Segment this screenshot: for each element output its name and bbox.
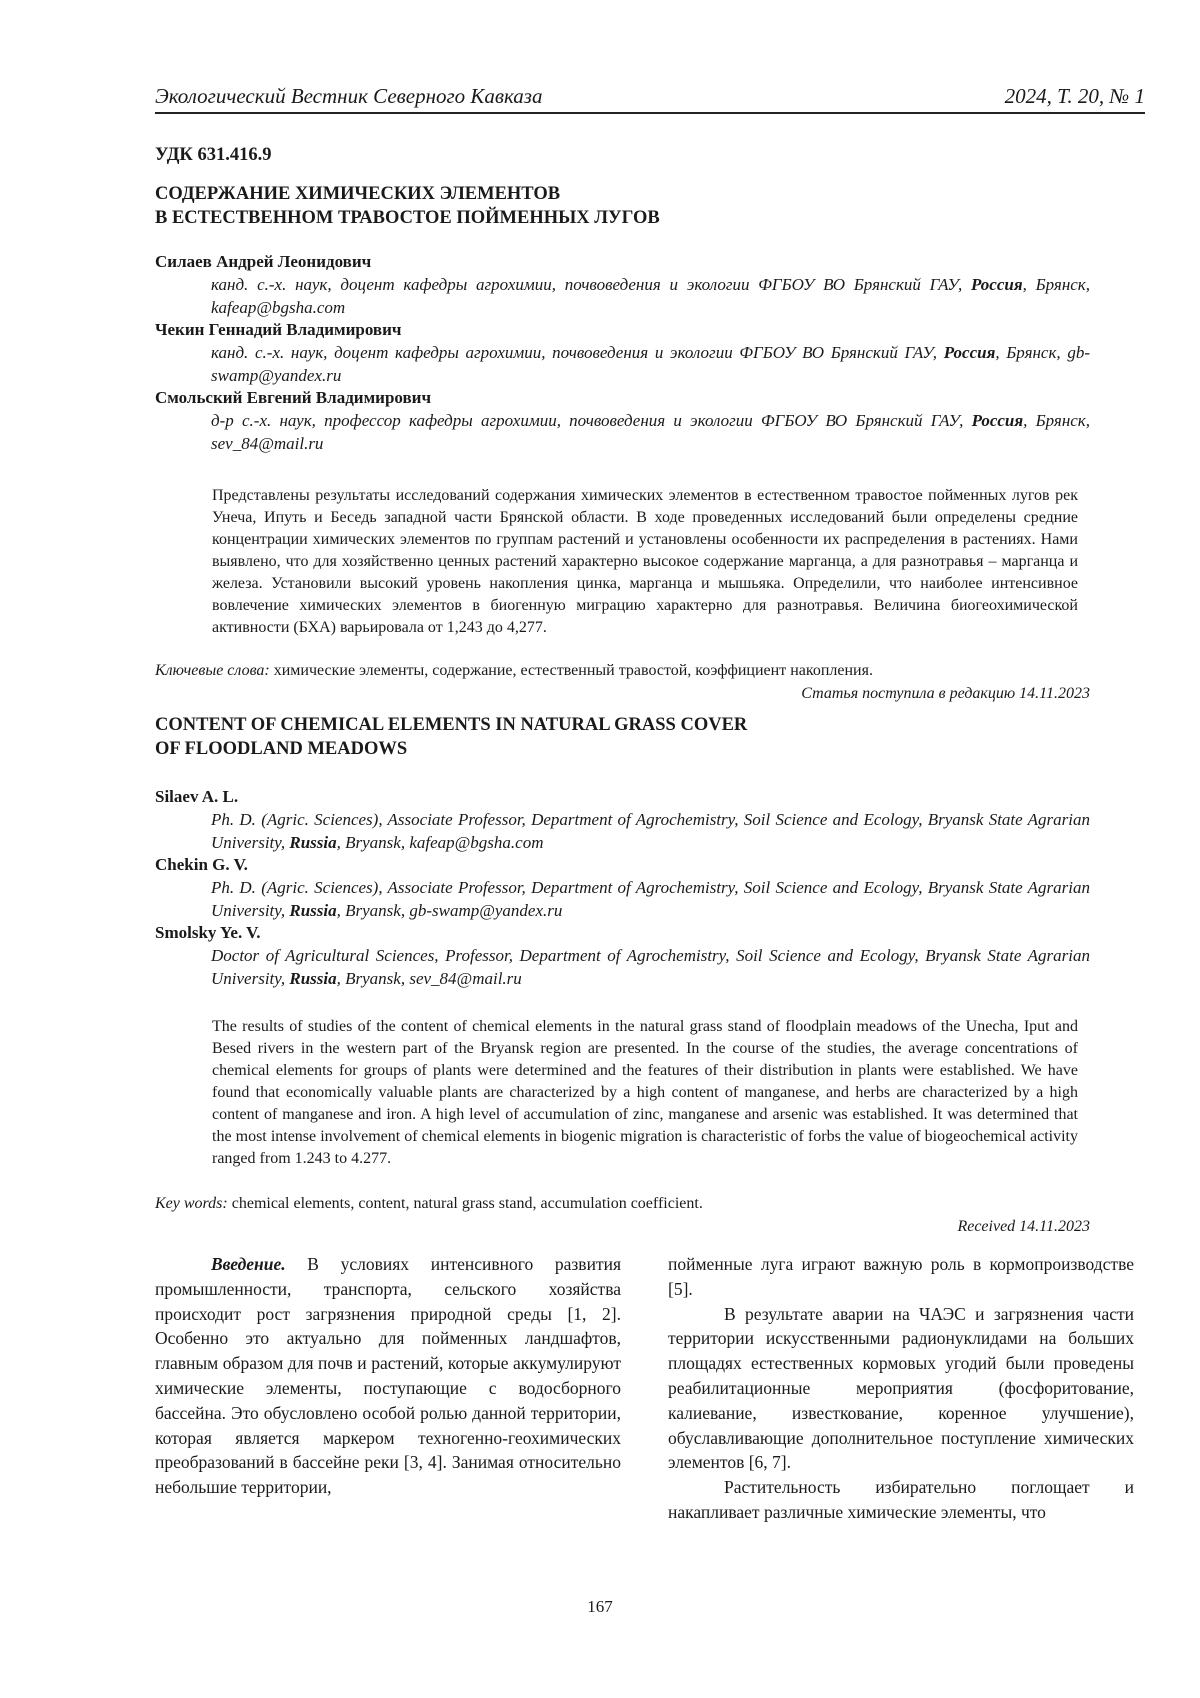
- intro-paragraph: Введение. В условиях интенсивного развития промышленности, транспорта, сельского хозяйства происходит рост загрязнения природной среды [1, 2]. Особенно это актуально для пойменных ландшафтов, главным образом для почв и растений, которые аккумулируют химические элементы, поступающие с водосборного бассейна. Это обусловлено особой ролью данной территории, которая является маркером техногенно-геохимических преобразований в бассейне реки [3, 4]. Занимая относительно небольшие территории,: [155, 1254, 621, 1498]
- body-paragraph: Растительность избирательно поглощает и накапливает различные химические элементы, что: [668, 1477, 1134, 1522]
- page-number: 167: [587, 1597, 613, 1616]
- body-column-left: [155, 1252, 621, 1500]
- keywords-label: Key words:: [155, 1195, 228, 1212]
- author-name: Силаев Андрей Леонидович: [155, 252, 372, 271]
- authors-ru: [155, 251, 1090, 455]
- issue-info: 2024, Т. 20, № 1: [1004, 84, 1145, 108]
- keywords-text: chemical elements, content, natural grass stand, accumulation coefficient.: [227, 1195, 703, 1212]
- author-affiliation: канд. с.-х. наук, доцент кафедры агрохимии, почвоведения и экологии ФГБОУ ВО Брянский ГАУ, Россия, Брянск, gb-swamp@yandex.ru: [211, 343, 1090, 385]
- keywords-label: Ключевые слова:: [155, 662, 270, 679]
- author-affiliation: д-р с.-х. наук, профессор кафедры агрохимии, почвоведения и экологии ФГБОУ ВО Брянский ГАУ, Россия, Брянск, sev_84@mail.ru: [211, 411, 1091, 453]
- received-en: Received 14.11.2023: [957, 1218, 1090, 1235]
- country: Russia: [289, 969, 337, 988]
- title-en-line2: OF FLOODLAND MEADOWS: [155, 739, 408, 759]
- abstract-en: The results of studies of the content of chemical elements in the natural grass stand of floodplain meadows of the Unecha, Iput and Besed rivers in the western part of the Bryansk region are presented. In the course of the studies, the average concentrations of chemical elements for groups of plants were determined and the features of their distribution in plants were established. We have found that economically valuable plants are characterized by a high content of manganese, and herbs are characterized by a high content of manganese and iron. A high level of accumulation of zinc, manganese and arsenic was established. It was determined that the most intense involvement of chemical elements in biogenic migration is characteristic of forbs the value of biogeochemical activity ranged from 1.243 to 4.277.: [212, 1018, 1078, 1167]
- country: Russia: [289, 833, 337, 852]
- keywords-ru: [155, 660, 1090, 682]
- intro-heading: Введение.: [211, 1254, 286, 1274]
- keywords-text: химические элементы, содержание, естественный травостой, коэффициент накопления.: [269, 662, 873, 679]
- author-name: Chekin G. V.: [155, 855, 248, 874]
- journal-name: Экологический Вестник Северного Кавказа: [155, 84, 543, 108]
- author-en-2: [155, 854, 1090, 922]
- body-paragraph: В результате аварии на ЧАЭС и загрязнения части территории искусственными радионуклидами на больших площадях естественных кормовых угодий были проведены реабилитационные мероприятия (фосфоритование, калиевание, известкование, коренное улучшение), обуславливающие дополнительное поступление химических элементов [6, 7].: [668, 1303, 1134, 1473]
- author-ru-1: [155, 251, 1090, 319]
- title-ru: [155, 182, 660, 230]
- author-ru-2: [155, 319, 1090, 387]
- udk-code: УДК 631.416.9: [155, 145, 272, 165]
- author-affiliation: канд. с.-х. наук, доцент кафедры агрохимии, почвоведения и экологии ФГБОУ ВО Брянский ГАУ, Россия, Брянск, kafeap@bgsha.com: [211, 275, 1090, 317]
- author-name: Smolsky Ye. V.: [155, 923, 261, 942]
- author-en-1: [155, 786, 1090, 854]
- country: Россия: [971, 275, 1023, 294]
- abstract-ru: Представлены результаты исследований содержания химических элементов в естественном травостое пойменных лугов рек Унеча, Ипуть и Беседь западной части Брянской области. В ходе проведенных исследований были определены средние концентрации химических элементов по группам растений и установлены особенности их распределения в растениях. Нами выявлено, что для хозяйственно ценных растений характерно высокое содержание марганца, а для разнотравья – марганца и железа. Установили высокий уровень накопления цинка, марганца и мышьяка. Определили, что наиболее интенсивное вовлечение химических элементов в биогенную миграцию характерно для разнотравья. Величина биогеохимической активности (БХА) варьировала от 1,243 до 4,277.: [212, 487, 1078, 636]
- running-header: [155, 82, 1145, 114]
- title-en: [155, 713, 747, 761]
- title-en-line1: CONTENT OF CHEMICAL ELEMENTS IN NATURAL GRASS COVER: [155, 715, 748, 735]
- received-ru: Статья поступила в редакцию 14.11.2023: [801, 685, 1090, 702]
- title-ru-line2: В ЕСТЕСТВЕННОМ ТРАВОСТОЕ ПОЙМЕННЫХ ЛУГОВ: [155, 208, 660, 228]
- author-name: Смольский Евгений Владимирович: [155, 388, 432, 407]
- author-affiliation: Doctor of Agricultural Sciences, Professor, Department of Agrochemistry, Soil Science and Ecology, Bryansk State Agrarian University, Russia, Bryansk, sev_84@mail.ru: [211, 946, 1090, 988]
- country: Россия: [943, 343, 996, 362]
- author-affiliation: Ph. D. (Agric. Sciences), Associate Professor, Department of Agrochemistry, Soil Science and Ecology, Bryansk State Agrarian University, Russia, Bryansk, gb-swamp@yandex.ru: [211, 878, 1090, 920]
- title-ru-line1: СОДЕРЖАНИЕ ХИМИЧЕСКИХ ЭЛЕМЕНТОВ: [155, 184, 561, 204]
- country: Россия: [971, 411, 1024, 430]
- body-paragraph: пойменные луга играют важную роль в кормопроизводстве [5].: [668, 1254, 1134, 1299]
- keywords-en: [155, 1193, 1090, 1215]
- author-affiliation: Ph. D. (Agric. Sciences), Associate Professor, Department of Agrochemistry, Soil Science and Ecology, Bryansk State Agrarian University, Russia, Bryansk, kafeap@bgsha.com: [211, 810, 1090, 852]
- author-ru-3: [155, 387, 1090, 455]
- body-column-right: [668, 1252, 1134, 1525]
- author-name: Silaev A. L.: [155, 787, 239, 806]
- country: Russia: [289, 901, 337, 920]
- author-name: Чекин Геннадий Владимирович: [155, 320, 402, 339]
- authors-en: [155, 786, 1090, 990]
- author-en-3: [155, 922, 1090, 990]
